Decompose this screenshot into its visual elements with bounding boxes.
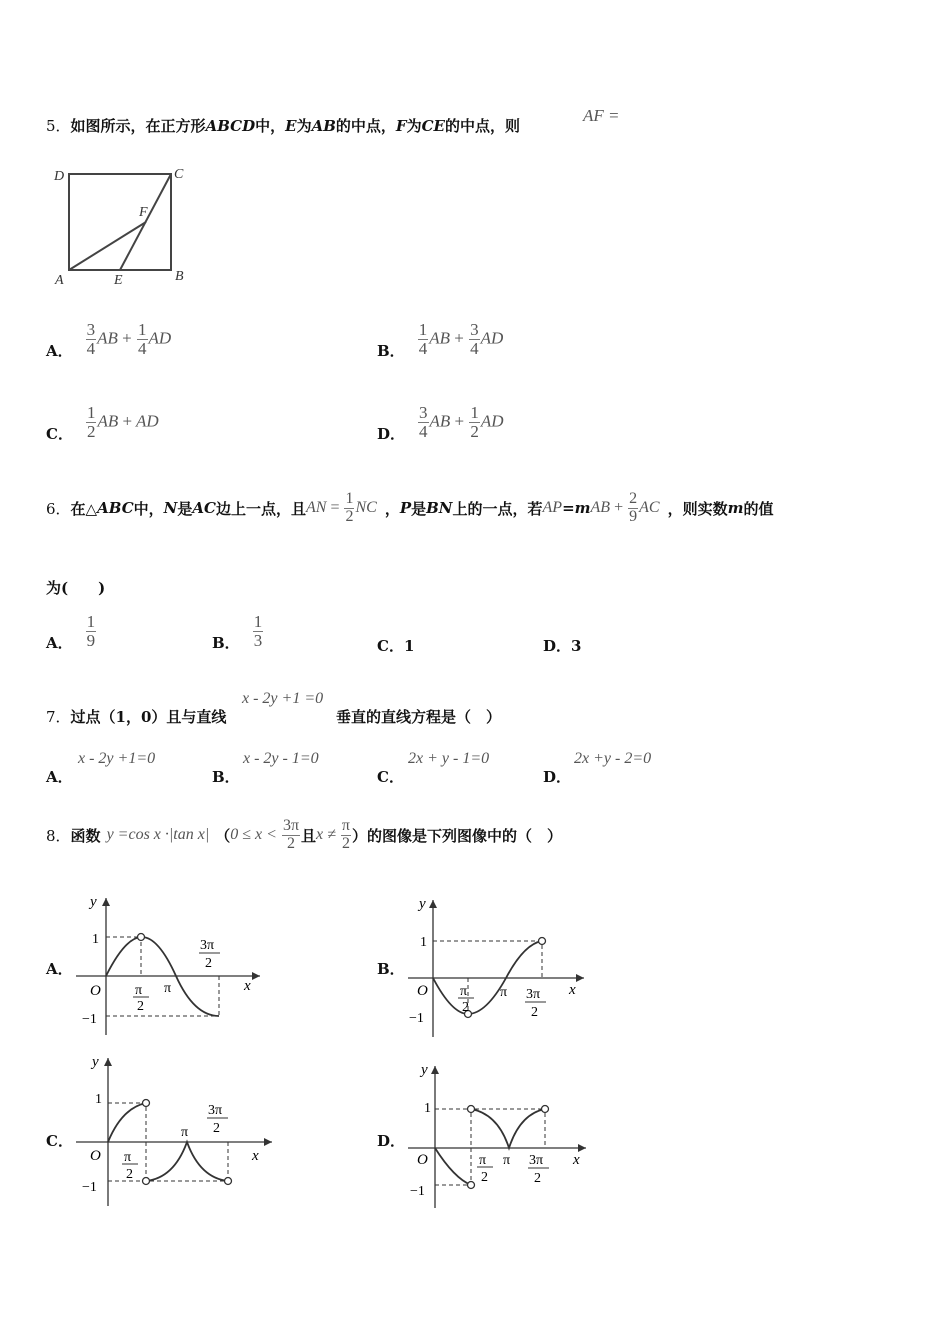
svg-text:y: y <box>421 1062 428 1078</box>
q8-graph-c[interactable] <box>70 1050 280 1210</box>
svg-text:1: 1 <box>424 1101 431 1116</box>
q7-stem-tail: 垂直的直线方程是（ ） <box>336 708 502 726</box>
label-d: D <box>54 169 65 184</box>
svg-text:3π: 3π <box>208 1103 223 1118</box>
svg-text:2: 2 <box>531 1005 538 1020</box>
q8-graph-b[interactable] <box>402 892 602 1042</box>
svg-text:1: 1 <box>420 935 427 950</box>
label-a: A <box>55 273 64 288</box>
svg-text:O: O <box>90 1148 101 1164</box>
q7-option-b-label[interactable]: B． <box>212 768 240 786</box>
svg-text:x: x <box>569 982 576 998</box>
q7-stem: 7．过点（1，0）且与直线 <box>46 708 227 726</box>
q5-option-a[interactable]: A． $\frac{3}{4}$ AB + $\frac{1}{4}$ AD <box>46 320 172 360</box>
q5-square-figure <box>50 160 200 290</box>
svg-text:2: 2 <box>213 1121 220 1136</box>
svg-text:1: 1 <box>95 1092 102 1107</box>
q8-option-c-label[interactable]: C． <box>46 1132 73 1150</box>
q6-stem-line2: 为( ) <box>46 579 106 597</box>
q5-stem: 5．如图所示，在正方形ABCD中，E为AB的中点，F为CE的中点，则 <box>46 117 520 135</box>
svg-text:π: π <box>181 1125 189 1140</box>
svg-text:3π: 3π <box>529 1153 544 1168</box>
label-c: C <box>174 167 184 182</box>
q7-option-d-label[interactable]: D． <box>543 768 572 786</box>
svg-text:3π: 3π <box>200 938 215 953</box>
label-f: F <box>139 205 148 220</box>
q8-stem: 8． 函数 y =cos x ·|tan x| （ 0 ≤ x < $\frac{3\pi}{2}$ 且 x ≠ $\frac{\pi}{2}$ ）的图像是下列图像中的（ ） <box>46 816 563 852</box>
q5-option-d[interactable]: D． $\frac{3}{4}$ AB + $\frac{1}{2}$ AD <box>377 403 504 443</box>
label-b: B <box>175 269 184 284</box>
svg-text:−1: −1 <box>82 1012 97 1027</box>
svg-text:y: y <box>90 894 97 910</box>
svg-text:1: 1 <box>92 932 99 947</box>
svg-text:x: x <box>573 1152 580 1168</box>
svg-text:−1: −1 <box>82 1180 97 1195</box>
svg-text:2: 2 <box>137 999 144 1014</box>
label-e: E <box>114 273 123 288</box>
q6-option-c[interactable]: C．1 <box>377 637 415 655</box>
q7-option-a-label[interactable]: A． <box>46 768 73 786</box>
q8-option-a-label[interactable]: A． <box>46 960 73 978</box>
q5-af-expression: AF = <box>583 106 620 125</box>
q6-stem: 6． 在△ ABC 中， N 是 AC 边上一点，且 AN = $\frac{1}{2}$ NC ， P 是 BN 上的一点，若 AP = m AB + $\frac{2}{9}$ AC ，则实数 m 的值 <box>46 489 774 525</box>
svg-text:y: y <box>92 1054 99 1070</box>
svg-text:O: O <box>90 983 101 999</box>
q6-option-b[interactable]: B． $\frac{1}{3}$ <box>212 612 263 652</box>
svg-text:O: O <box>417 983 428 999</box>
svg-text:x: x <box>244 978 251 994</box>
svg-text:2: 2 <box>126 1167 133 1182</box>
square-abcd <box>69 174 171 270</box>
q6-option-a[interactable]: A． $\frac{1}{9}$ <box>46 612 96 652</box>
q7-line-equation: x - 2y +1 =0 <box>242 690 324 707</box>
svg-text:2: 2 <box>481 1170 488 1185</box>
svg-text:π: π <box>479 1153 487 1168</box>
svg-text:2: 2 <box>534 1171 541 1186</box>
q7-option-c-label[interactable]: C． <box>377 768 404 786</box>
svg-text:2: 2 <box>462 1000 469 1015</box>
segment-af <box>69 222 146 270</box>
svg-text:−1: −1 <box>409 1011 424 1026</box>
q7-option-b-eq: x - 2y - 1=0 <box>243 750 319 767</box>
svg-text:2: 2 <box>205 956 212 971</box>
q8-graph-d[interactable] <box>402 1058 602 1218</box>
svg-text:O: O <box>417 1152 428 1168</box>
q6-option-d[interactable]: D．3 <box>543 637 582 655</box>
q8-option-b-label[interactable]: B． <box>377 960 405 978</box>
svg-text:π: π <box>503 1153 511 1168</box>
svg-text:π: π <box>164 981 172 996</box>
q5-option-c[interactable]: C． $\frac{1}{2}$ AB + AD <box>46 403 159 443</box>
q8-graph-a[interactable] <box>70 890 270 1040</box>
svg-text:x: x <box>252 1148 259 1164</box>
svg-text:y: y <box>419 896 426 912</box>
svg-text:−1: −1 <box>410 1184 425 1199</box>
q7-option-d-eq: 2x +y - 2=0 <box>574 750 652 767</box>
q7-option-a-eq: x - 2y +1=0 <box>78 750 156 767</box>
q8-option-d-label[interactable]: D． <box>377 1132 406 1150</box>
q5-option-b[interactable]: B． $\frac{1}{4}$ AB + $\frac{3}{4}$ AD <box>377 320 504 360</box>
svg-text:π: π <box>500 985 508 1000</box>
svg-text:3π: 3π <box>526 987 541 1002</box>
q7-option-c-eq: 2x + y - 1=0 <box>408 750 490 767</box>
svg-text:π: π <box>124 1150 132 1165</box>
svg-text:π: π <box>460 984 468 999</box>
svg-text:π: π <box>135 983 143 998</box>
